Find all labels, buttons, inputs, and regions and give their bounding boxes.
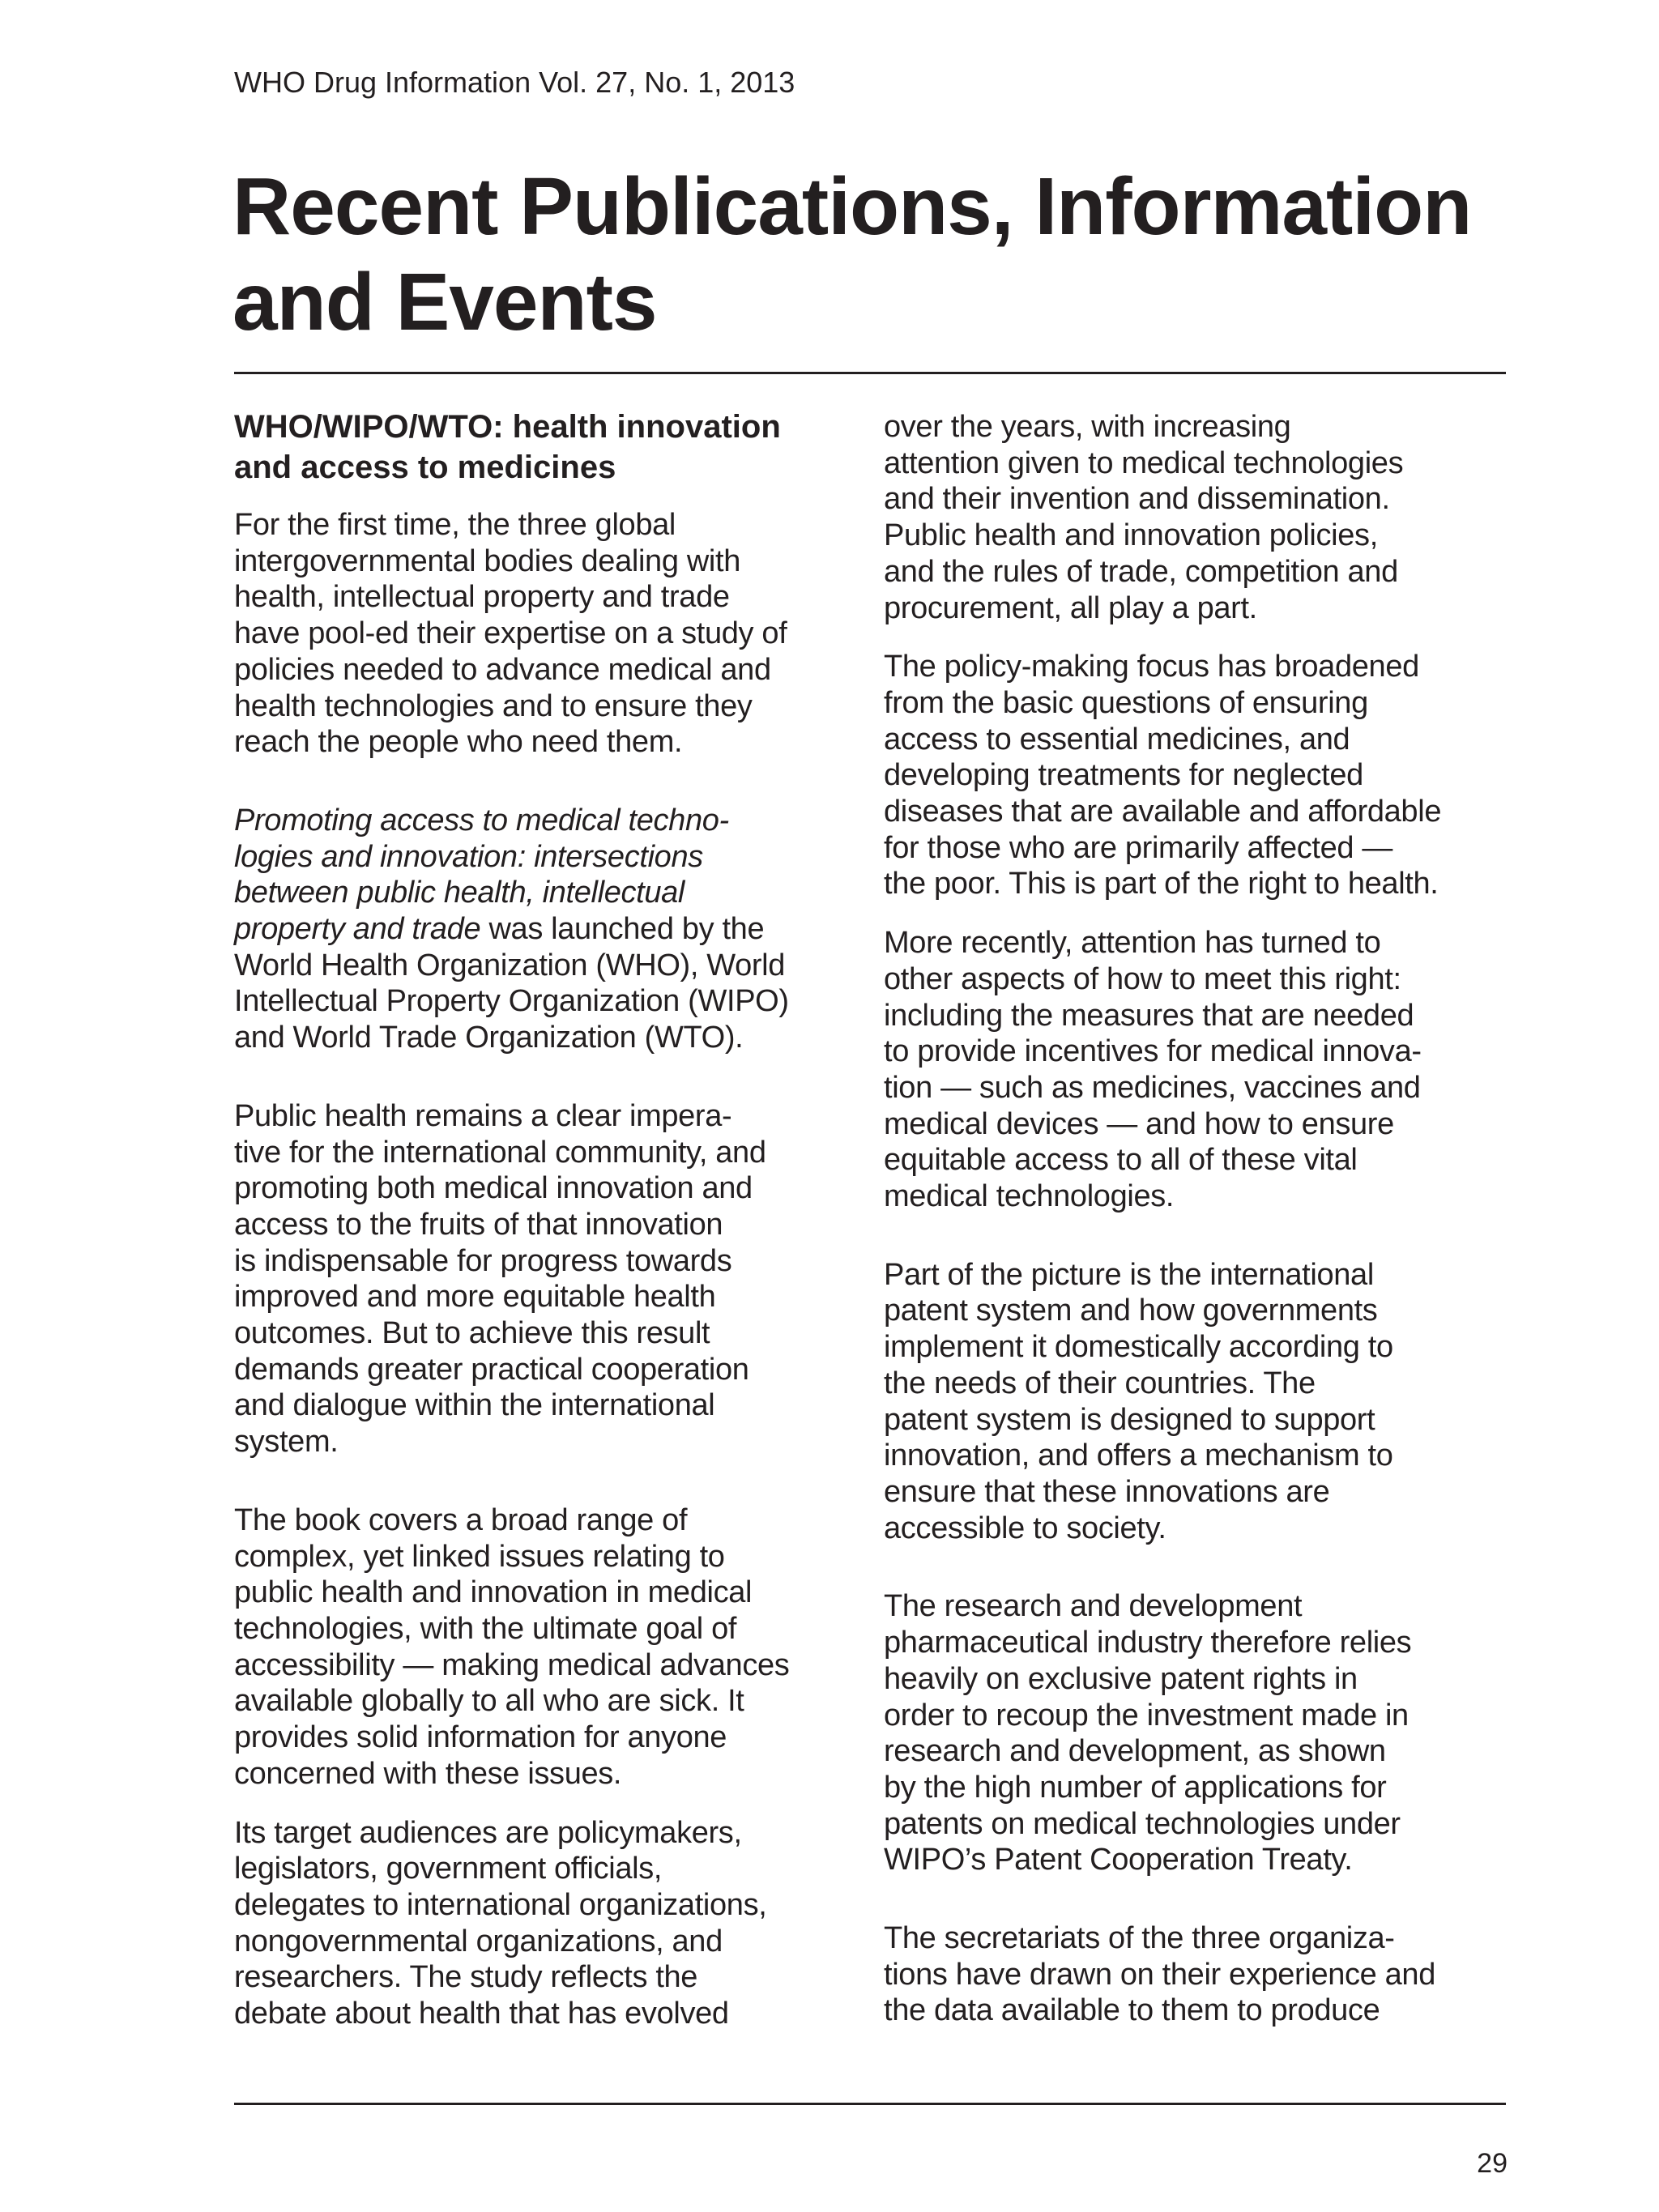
top-rule xyxy=(234,372,1506,374)
left-column xyxy=(234,407,874,2032)
page-number: 29 xyxy=(1477,2148,1508,2179)
paragraph-text: was launched by the World Health Organization (WHO), World Intellectual Property Organization (WIPO) and World Trade Organization (WTO). xyxy=(234,912,789,1055)
article-title: WHO/WIPO/WTO: health innovation and access to medicines xyxy=(234,409,781,485)
paragraph: More recently, attention has turned to other aspects of how to meet this right: including the measures that are needed to provide incentives for medical innova- tion — such as medicines, vaccines and medical devices — and how to ensure equitable access to all of these vital medical technologies. xyxy=(884,926,1422,1214)
paragraph: For the first time, the three global intergovernmental bodies dealing with health, intellectual property and trade have pool-ed their expertise on a study of policies needed to advance medical and health technologies and to ensure they reach the people who need them. xyxy=(234,508,787,760)
bottom-rule xyxy=(234,2103,1506,2105)
paragraph: The book covers a broad range of complex, yet linked issues relating to public health and innovation in medical technologies, with the ultimate goal of accessibility — making medical advances available globally to all who are sick. It provides solid information for anyone concerned with these issues. xyxy=(234,1502,790,1791)
paragraph: over the years, with increasing attention given to medical technologies and their invention and dissemination. Public health and innovation policies, and the rules of trade, competition and procurement, all play a part. xyxy=(884,410,1404,625)
paragraph: The research and development pharmaceutical industry therefore relies heavily on exclusive patent rights in order to recoup the investment made in research and development, as shown by the high number of applications for patents on medical technologies under WIPO’s Patent Cooperation Treaty. xyxy=(884,1589,1412,1877)
paragraph: Part of the picture is the international patent system and how governments implement it domestically according to the needs of their countries. The patent system is designed to support innovation, and offers a mechanism to ensure that these innovations are accessible to society. xyxy=(884,1257,1393,1545)
paragraph: The policy-making focus has broadened from the basic questions of ensuring access to essential medicines, and developing treatments for neglected diseases that are available and affordable for those who are primarily affected — the poor. This is part of the right to health. xyxy=(884,650,1442,901)
paragraph: The secretariats of the three organiza- tions have drawn on their experience and the data available to them to produce xyxy=(884,1921,1436,2028)
book-title: Promoting access to medical techno- logies and innovation: intersections between public health, intellectual property and trade xyxy=(234,803,729,947)
paragraph: Its target audiences are policymakers, legislators, government officials, delegates to international organizations, nongovernmental organizations, and researchers. The study reflects the debate about health that has evolved xyxy=(234,1815,767,2031)
page-title: Recent Publications, Information and Events xyxy=(232,161,1472,347)
paragraph: Public health remains a clear impera- tive for the international community, and promoting both medical innovation and access to the fruits of that innovation is indispensable for progress towards improved and more equitable health outcomes. But to achieve this result demands greater practical cooperation and dialogue within the international system. xyxy=(234,1098,766,1460)
right-column xyxy=(884,409,1524,2029)
paragraph xyxy=(234,803,874,1056)
running-head: WHO Drug Information Vol. 27, No. 1, 2013 xyxy=(234,66,795,99)
